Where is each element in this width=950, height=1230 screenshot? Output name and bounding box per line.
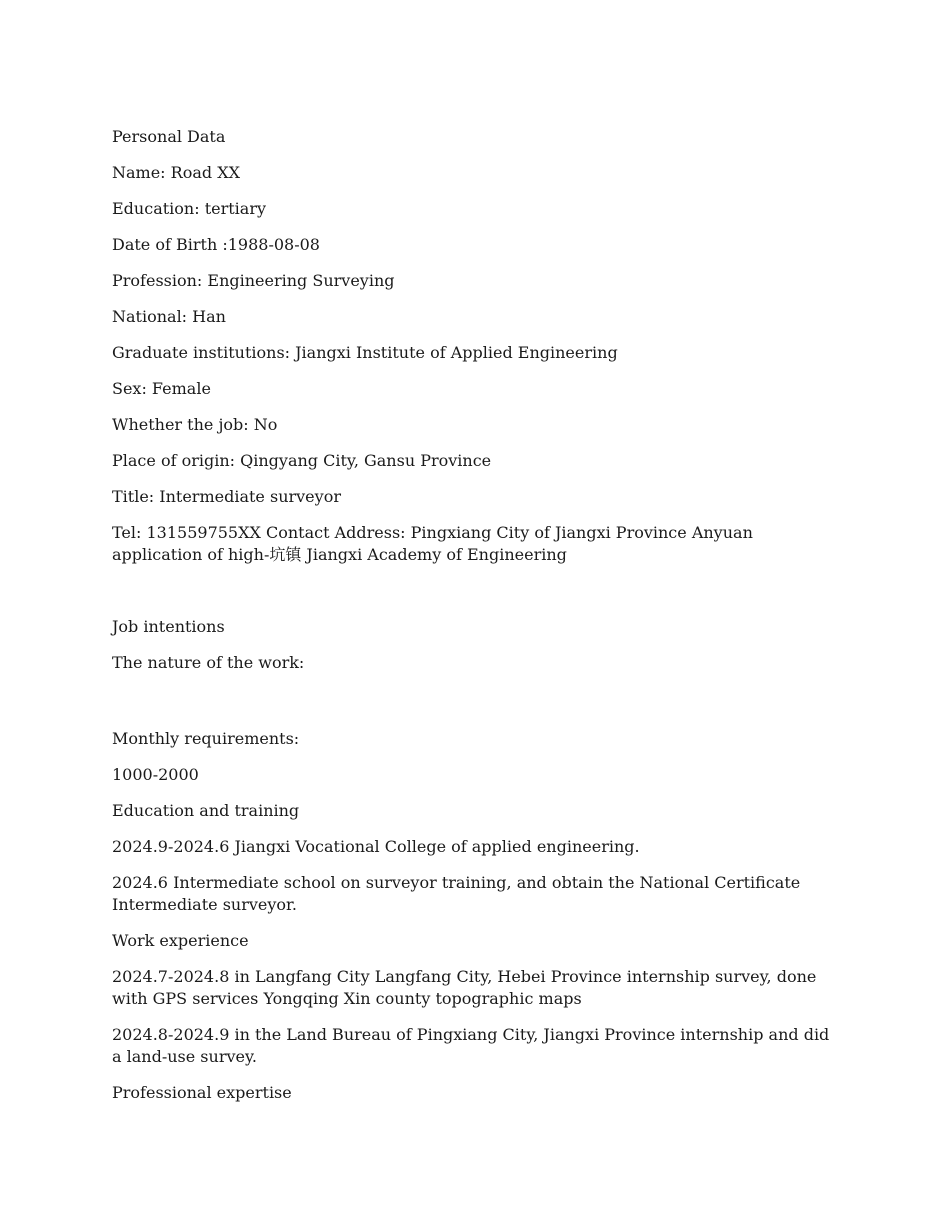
section-heading-personal-data: Personal Data	[112, 127, 226, 146]
section-heading-professional-expertise: Professional expertise	[112, 1083, 292, 1102]
education-line: Education: tertiary	[112, 199, 267, 218]
job-status-line: Whether the job: No	[112, 415, 278, 434]
contact-line: Tel: 131559755XX Contact Address: Pingxiang City of Jiangxi Province Anyuan application of high-坑镇 Jiangxi Academy of Engineering	[112, 523, 753, 564]
section-heading-education-training: Education and training	[112, 801, 300, 820]
section-heading-job-intentions: Job intentions	[112, 617, 225, 636]
name-line: Name: Road XX	[112, 163, 240, 182]
monthly-requirements-value: 1000-2000	[112, 765, 199, 784]
education-item: 2024.6 Intermediate school on surveyor training, and obtain the National Certificate Intermediate surveyor.	[112, 873, 801, 914]
work-item: 2024.8-2024.9 in the Land Bureau of Pingxiang City, Jiangxi Province internship and did a land-use survey.	[112, 1025, 830, 1066]
resume-body	[112, 126, 842, 1118]
place-of-origin-line: Place of origin: Qingyang City, Gansu Province	[112, 451, 492, 470]
work-item: 2024.7-2024.8 in Langfang City Langfang City, Hebei Province internship survey, done with GPS services Yongqing Xin county topographic maps	[112, 967, 817, 1008]
monthly-requirements-label: Monthly requirements:	[112, 729, 300, 748]
profession-line: Profession: Engineering Surveying	[112, 271, 395, 290]
blank-line	[112, 580, 842, 602]
title-line: Title: Intermediate surveyor	[112, 487, 341, 506]
work-nature-line: The nature of the work:	[112, 653, 305, 672]
section-heading-work-experience: Work experience	[112, 931, 249, 950]
graduate-institution-line: Graduate institutions: Jiangxi Institute of Applied Engineering	[112, 343, 618, 362]
blank-line	[112, 688, 842, 714]
sex-line: Sex: Female	[112, 379, 211, 398]
date-of-birth-line: Date of Birth :1988-08-08	[112, 235, 320, 254]
national-line: National: Han	[112, 307, 226, 326]
education-item: 2024.9-2024.6 Jiangxi Vocational College of applied engineering.	[112, 837, 640, 856]
